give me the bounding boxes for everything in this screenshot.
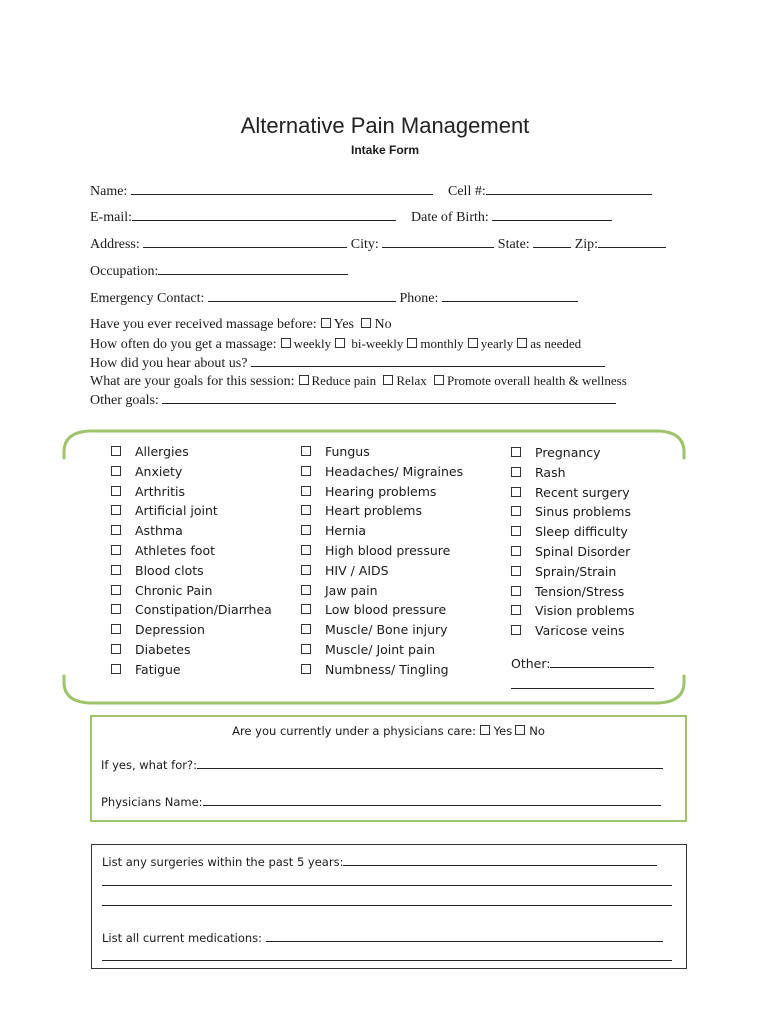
other-condition-field[interactable]: [550, 655, 654, 668]
other-condition-row: [511, 655, 654, 671]
condition-anxiety: [111, 464, 182, 479]
hear-about-question: How did you hear about us?: [90, 356, 248, 371]
condition-sleep-difficulty: [511, 524, 628, 539]
condition-varicose-veins: [511, 623, 625, 638]
condition-label: Anxiety: [135, 463, 183, 479]
condition-vision-problems: [511, 603, 635, 618]
condition-label: Arthritis: [135, 483, 186, 499]
condition-jaw-pain: [301, 583, 378, 598]
condition-checkbox[interactable]: [301, 486, 311, 496]
massage-before-question: Have you ever received massage before:: [90, 317, 317, 332]
biweekly-label: bi-weekly: [351, 336, 404, 351]
condition-checkbox[interactable]: [111, 644, 121, 654]
condition-label: Blood clots: [135, 562, 204, 578]
condition-checkbox[interactable]: [111, 604, 121, 614]
condition-checkbox[interactable]: [301, 585, 311, 595]
condition-artificial-joint: [111, 503, 218, 518]
condition-chronic-pain: [111, 583, 212, 598]
condition-low-blood-pressure: [301, 602, 446, 617]
surgeries-field-3[interactable]: [102, 905, 672, 906]
condition-label: Low blood pressure: [325, 602, 447, 618]
medications-field-2[interactable]: [102, 960, 672, 961]
condition-label: Muscle/ Joint pain: [325, 642, 436, 657]
form-title: Alternative Pain Management: [240, 113, 530, 138]
condition-checkbox[interactable]: [511, 546, 521, 556]
condition-high-blood-pressure: [301, 543, 450, 558]
surgeries-row: [102, 853, 657, 869]
condition-label: Allergies: [135, 444, 189, 459]
condition-athletes-foot: [111, 543, 215, 558]
medications-row: [102, 929, 663, 945]
condition-checkbox[interactable]: [111, 505, 121, 515]
condition-checkbox[interactable]: [111, 486, 121, 496]
condition-label: Artificial joint: [135, 503, 218, 519]
medications-label: List all current medications:: [102, 931, 263, 945]
other-condition-field-2[interactable]: [511, 688, 654, 689]
condition-label: Hernia: [325, 523, 367, 539]
condition-label: Muscle/ Bone injury: [325, 622, 448, 638]
physician-question: Are you currently under a physicians care:: [232, 724, 477, 738]
condition-label: Sleep difficulty: [535, 524, 628, 540]
condition-muscle-bone-injury: [301, 622, 448, 637]
condition-checkbox[interactable]: [111, 545, 121, 555]
other-goals-label: Other goals:: [90, 393, 159, 408]
emergency-label: Emergency Contact:: [90, 291, 205, 306]
condition-label: Constipation/Diarrhea: [135, 602, 272, 618]
monthly-label: monthly: [420, 336, 464, 351]
condition-hiv-aids: [301, 563, 389, 578]
condition-allergies: [111, 444, 189, 459]
condition-checkbox[interactable]: [301, 446, 311, 456]
condition-hearing-problems: [301, 484, 436, 499]
condition-checkbox[interactable]: [511, 605, 521, 615]
physician-no-checkbox[interactable]: [515, 725, 525, 735]
state-label: State:: [497, 237, 530, 252]
city-label: City:: [350, 237, 379, 252]
email-label: E-mail:: [90, 210, 132, 225]
condition-label: Rash: [535, 464, 566, 480]
condition-checkbox[interactable]: [511, 506, 521, 516]
condition-checkbox[interactable]: [301, 624, 311, 634]
condition-checkbox[interactable]: [511, 586, 521, 596]
history-box: [91, 844, 687, 969]
if-yes-label: If yes, what for?:: [101, 758, 197, 772]
dob-label: Date of Birth:: [411, 210, 489, 225]
physician-name-row: [101, 793, 661, 809]
condition-asthma: [111, 523, 183, 538]
condition-label: Chronic Pain: [135, 582, 213, 598]
condition-checkbox[interactable]: [511, 526, 521, 536]
condition-checkbox[interactable]: [301, 505, 311, 515]
condition-label: Heart problems: [325, 503, 422, 519]
condition-depression: [111, 622, 205, 637]
condition-label: Sprain/Strain: [535, 563, 617, 579]
condition-recent-surgery: [511, 485, 630, 500]
condition-headaches-migraines: [301, 464, 463, 479]
physician-question-row: [92, 724, 685, 738]
condition-label: Pregnancy: [535, 445, 601, 460]
condition-checkbox[interactable]: [111, 664, 121, 674]
condition-checkbox[interactable]: [511, 625, 521, 635]
condition-checkbox[interactable]: [301, 466, 311, 476]
physician-name-field[interactable]: [203, 793, 661, 806]
condition-heart-problems: [301, 503, 422, 518]
goals-question: What are your goals for this session:: [90, 374, 295, 389]
condition-pregnancy: [511, 445, 601, 460]
weekly-label: weekly: [293, 336, 332, 351]
condition-checkbox[interactable]: [301, 644, 311, 654]
yearly-label: yearly: [480, 336, 514, 351]
condition-checkbox[interactable]: [511, 487, 521, 497]
physician-no-label: No: [529, 724, 545, 738]
condition-constipation-diarrhea: [111, 602, 272, 617]
condition-blood-clots: [111, 563, 204, 578]
reduce-pain-label: Reduce pain: [311, 373, 377, 388]
condition-sinus-problems: [511, 504, 631, 519]
condition-checkbox[interactable]: [301, 604, 311, 614]
condition-checkbox[interactable]: [111, 466, 121, 476]
condition-diabetes: [111, 642, 191, 657]
condition-label: Depression: [135, 622, 205, 638]
condition-checkbox[interactable]: [511, 467, 521, 477]
condition-label: Vision problems: [535, 603, 635, 619]
physician-yes-checkbox[interactable]: [480, 725, 490, 735]
condition-checkbox[interactable]: [111, 624, 121, 634]
condition-checkbox[interactable]: [301, 664, 311, 674]
condition-checkbox[interactable]: [301, 565, 311, 575]
physician-yes-label: Yes: [493, 724, 513, 738]
condition-label: Numbness/ Tingling: [325, 661, 449, 677]
condition-muscle-joint-pain: [301, 642, 435, 657]
condition-checkbox[interactable]: [511, 566, 521, 576]
condition-checkbox[interactable]: [111, 585, 121, 595]
cell-label: Cell #:: [448, 184, 486, 199]
surgeries-field-2[interactable]: [102, 885, 672, 886]
condition-label: Recent surgery: [535, 484, 630, 500]
occupation-label: Occupation:: [90, 264, 159, 279]
massage-frequency-question: How often do you get a massage:: [90, 337, 277, 352]
condition-spinal-disorder: [511, 544, 630, 559]
condition-checkbox[interactable]: [511, 447, 521, 457]
condition-label: Tension/Stress: [535, 583, 625, 599]
if-yes-row: [101, 756, 663, 772]
name-label: Name:: [90, 184, 128, 199]
surgeries-label: List any surgeries within the past 5 years:: [102, 855, 344, 869]
zip-label: Zip:: [574, 237, 599, 252]
condition-fatigue: [111, 662, 181, 677]
condition-numbness-tingling: [301, 662, 449, 677]
if-yes-field[interactable]: [197, 756, 663, 769]
condition-checkbox[interactable]: [111, 525, 121, 535]
condition-label: Spinal Disorder: [535, 544, 631, 559]
address-label: Address:: [90, 237, 140, 252]
phone-label: Phone:: [399, 291, 439, 306]
condition-checkbox[interactable]: [111, 565, 121, 575]
condition-label: Hearing problems: [325, 483, 437, 499]
condition-label: Sinus problems: [535, 504, 631, 520]
condition-label: Varicose veins: [535, 623, 625, 639]
massage-yes-label: Yes: [333, 317, 354, 332]
condition-arthritis: [111, 484, 185, 499]
condition-checkbox[interactable]: [111, 446, 121, 456]
condition-label: Athletes foot: [135, 543, 215, 558]
as-needed-label: as needed: [530, 336, 582, 351]
condition-label: Fungus: [325, 444, 370, 459]
condition-rash: [511, 465, 566, 480]
form-subtitle: Intake Form: [350, 143, 419, 157]
other-condition-label: Other:: [511, 656, 551, 671]
physician-box: [90, 715, 687, 822]
condition-checkbox[interactable]: [301, 525, 311, 535]
relax-label: Relax: [396, 373, 427, 388]
medications-field[interactable]: [266, 929, 663, 942]
condition-label: Jaw pain: [325, 582, 378, 598]
condition-checkbox[interactable]: [301, 545, 311, 555]
promote-health-label: Promote overall health & wellness: [446, 373, 627, 388]
condition-label: Asthma: [135, 523, 183, 539]
condition-label: HIV / AIDS: [325, 562, 389, 578]
condition-label: Fatigue: [135, 661, 181, 677]
condition-hernia: [301, 523, 366, 538]
condition-sprain-strain: [511, 564, 616, 579]
condition-label: Diabetes: [135, 642, 191, 657]
condition-fungus: [301, 444, 370, 459]
condition-label: High blood pressure: [325, 543, 451, 558]
condition-tension-stress: [511, 584, 624, 599]
condition-label: Headaches/ Migraines: [325, 463, 464, 479]
surgeries-field[interactable]: [343, 853, 657, 866]
massage-no-label: No: [374, 317, 392, 332]
physician-name-label: Physicians Name:: [101, 795, 203, 809]
